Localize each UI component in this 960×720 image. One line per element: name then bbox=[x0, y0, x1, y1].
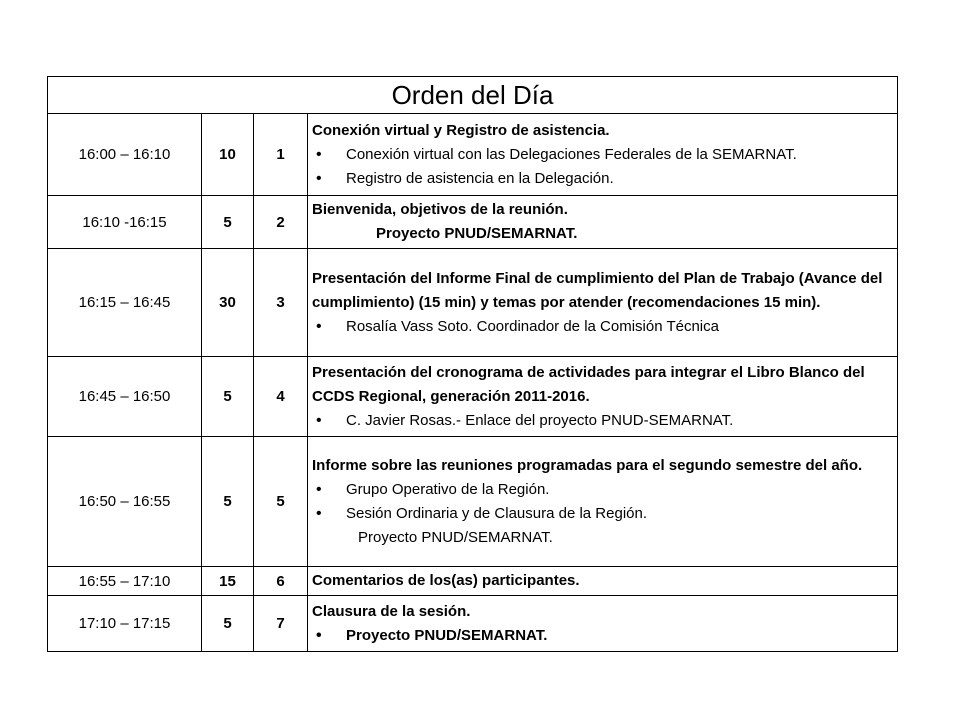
minutes-cell: 5 bbox=[202, 596, 254, 652]
bullet-item: • Rosalía Vass Soto. Coordinador de la Comisión Técnica bbox=[312, 315, 891, 339]
content-cell bbox=[308, 196, 898, 249]
content-cell bbox=[308, 596, 898, 652]
content-cell bbox=[308, 567, 898, 596]
minutes-cell: 5 bbox=[202, 357, 254, 437]
minutes-cell: 30 bbox=[202, 249, 254, 357]
item-heading: Conexión virtual y Registro de asistencia. bbox=[312, 121, 610, 139]
table-row bbox=[48, 437, 898, 567]
agenda-title: Orden del Día bbox=[48, 77, 898, 114]
table-row bbox=[48, 596, 898, 652]
item-number-cell: 1 bbox=[254, 114, 308, 196]
content-cell bbox=[308, 437, 898, 567]
time-cell: 16:15 – 16:45 bbox=[48, 249, 202, 357]
content-cell bbox=[308, 249, 898, 357]
time-cell: 17:10 – 17:15 bbox=[48, 596, 202, 652]
item-heading: Bienvenida, objetivos de la reunión. bbox=[312, 201, 568, 218]
table-row bbox=[48, 249, 898, 357]
minutes-cell: 10 bbox=[202, 114, 254, 196]
item-number-cell: 3 bbox=[254, 249, 308, 357]
bullet-item: • Grupo Operativo de la Región. bbox=[312, 478, 891, 502]
bullet-list bbox=[312, 624, 891, 648]
bullet-item: • Sesión Ordinaria y de Clausura de la Región. bbox=[312, 502, 891, 526]
table-row bbox=[48, 196, 898, 249]
content-cell bbox=[308, 357, 898, 437]
item-number-cell: 4 bbox=[254, 357, 308, 437]
content-cell bbox=[308, 114, 898, 196]
time-cell: 16:10 -16:15 bbox=[48, 196, 202, 249]
agenda-table bbox=[47, 76, 898, 652]
item-heading: Clausura de la sesión. bbox=[312, 602, 471, 620]
bullet-list bbox=[312, 315, 891, 339]
item-number-cell: 6 bbox=[254, 567, 308, 596]
bullet-list bbox=[312, 478, 891, 526]
bullet-item: • Proyecto PNUD/SEMARNAT. bbox=[312, 624, 891, 648]
time-cell: 16:00 – 16:10 bbox=[48, 114, 202, 196]
minutes-cell: 5 bbox=[202, 196, 254, 249]
minutes-cell: 5 bbox=[202, 437, 254, 567]
item-number-cell: 2 bbox=[254, 196, 308, 249]
title-row bbox=[48, 77, 898, 114]
table-row bbox=[48, 567, 898, 596]
table-row bbox=[48, 114, 898, 196]
item-note: Proyecto PNUD/SEMARNAT. bbox=[358, 528, 553, 546]
item-number-cell: 7 bbox=[254, 596, 308, 652]
item-note: Proyecto PNUD/SEMARNAT. bbox=[376, 225, 578, 242]
time-cell: 16:50 – 16:55 bbox=[48, 437, 202, 567]
bullet-list bbox=[312, 409, 891, 433]
item-heading: Presentación del cronograma de actividades para integrar el Libro Blanco del CCDS Regional, generación 2011-2016. bbox=[312, 363, 865, 405]
minutes-cell: 15 bbox=[202, 567, 254, 596]
item-heading: Informe sobre las reuniones programadas para el segundo semestre del año. bbox=[312, 456, 863, 474]
bullet-item: • Conexión virtual con las Delegaciones Federales de la SEMARNAT. bbox=[312, 143, 891, 167]
item-heading: Presentación del Informe Final de cumplimiento del Plan de Trabajo (Avance del cumplimiento) (15 min) y temas por atender (recomendaciones 15 min). bbox=[312, 269, 883, 311]
time-cell: 16:55 – 17:10 bbox=[48, 567, 202, 596]
item-heading: Comentarios de los(as) participantes. bbox=[312, 572, 580, 589]
bullet-item: • Registro de asistencia en la Delegación. bbox=[312, 167, 891, 191]
bullet-item: • C. Javier Rosas.- Enlace del proyecto PNUD-SEMARNAT. bbox=[312, 409, 891, 433]
item-number-cell: 5 bbox=[254, 437, 308, 567]
time-cell: 16:45 – 16:50 bbox=[48, 357, 202, 437]
table-row bbox=[48, 357, 898, 437]
bullet-list bbox=[312, 143, 891, 191]
